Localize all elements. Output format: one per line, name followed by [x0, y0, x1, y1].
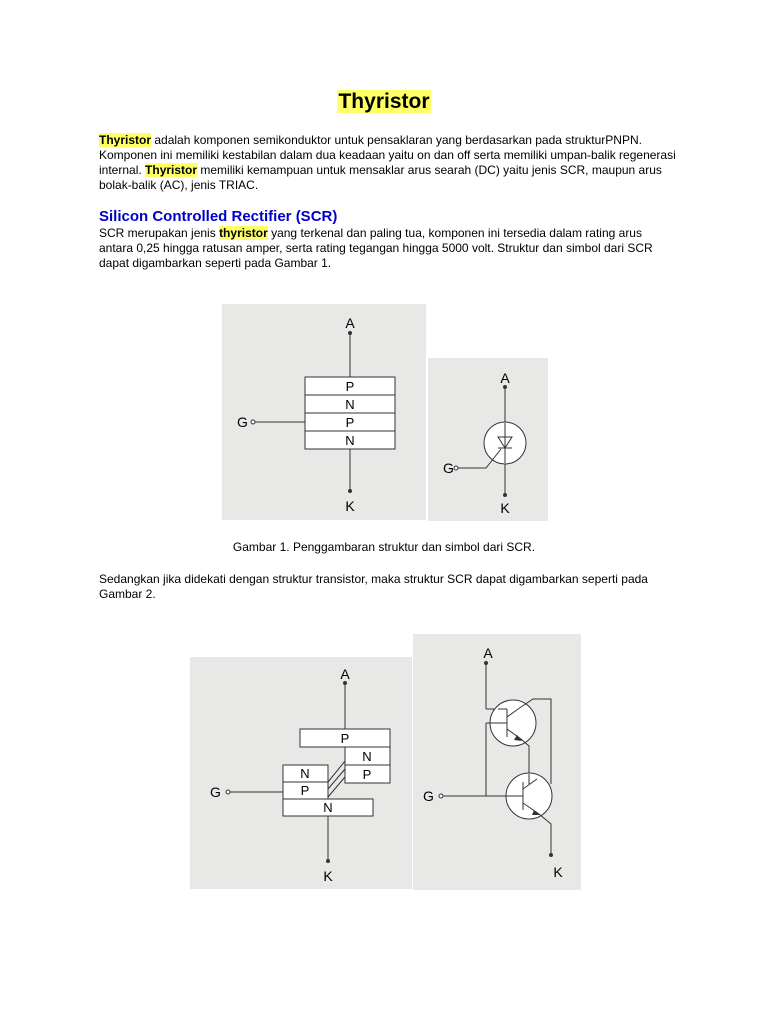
anode-label: A: [345, 315, 355, 331]
fig2-upper-n: N: [362, 749, 372, 764]
scr-text-2: yang terkenal dan paling tua, komponen ini tersedia dalam rating arus antara 0,25 hingga ratusan amper, serta rating tegangan hingga 5000 volt. Struktur dan simbol dari SCR dapat digambarkan seperti pada Gambar 1.: [99, 226, 653, 270]
symbol-anode-label: A: [500, 370, 510, 386]
symbol-cathode-label: K: [500, 500, 510, 516]
intro-text-1: adalah komponen semikonduktor untuk pensaklaran yang berdasarkan pada strukturPNPN. Komponen ini memiliki kestabilan dalam dua keadaan yaitu on dan off serta memiliki umpan-balik regenerasi internal.: [99, 133, 676, 177]
thyristor-highlight: Thyristor: [99, 133, 152, 147]
scr-transistor-equivalent: [413, 634, 581, 890]
scr-symbol-diagram: [428, 358, 548, 521]
page-title: [0, 90, 768, 114]
gate-label: G: [237, 414, 248, 430]
scr-text-1: SCR merupakan jenis: [99, 226, 220, 240]
fig2b-cathode-label: K: [553, 864, 563, 880]
layer-p2: P: [345, 415, 355, 430]
layer-n1: N: [345, 397, 355, 412]
scr-paragraph: [99, 226, 679, 271]
fig2-anode-label: A: [340, 666, 350, 682]
fig2-lower-p: P: [300, 783, 310, 798]
fig2b-gate-label: G: [423, 788, 434, 804]
thyristor-highlight-2: Thyristor: [145, 163, 198, 177]
fig2-bottom-n: N: [323, 800, 333, 815]
scr-two-transistor-structure: [190, 657, 412, 889]
layer-p1: P: [345, 379, 355, 394]
layer-n2: N: [345, 433, 355, 448]
symbol-gate-label: G: [443, 460, 454, 476]
scr-structure-diagram: [222, 304, 426, 520]
fig2-gate-label: G: [210, 784, 221, 800]
intro-paragraph: [99, 133, 679, 193]
intro-text-2: memiliki kemampuan untuk mensaklar arus searah (DC) yaitu jenis SCR, maupun arus bolak-balik (AC), jenis TRIAC.: [99, 163, 662, 192]
fig2-upper-p: P: [362, 767, 372, 782]
fig2-cathode-label: K: [323, 868, 333, 884]
figure1-caption: Gambar 1. Penggambaran struktur dan simbol dari SCR.: [232, 540, 536, 554]
fig2b-anode-label: A: [483, 645, 493, 661]
figure2-transistors: [413, 634, 581, 890]
figure1-structure: [222, 304, 426, 520]
fig2-lower-n: N: [300, 766, 310, 781]
thyristor-highlight-3: thyristor: [219, 226, 268, 240]
section-heading-scr: Silicon Controlled Rectifier (SCR): [99, 208, 338, 225]
fig2-top-p: P: [340, 731, 350, 746]
cathode-label: K: [345, 498, 355, 514]
figure1-symbol: [428, 358, 548, 521]
figure2-structure: [190, 657, 412, 889]
transition-paragraph: Sedangkan jika didekati dengan struktur transistor, maka struktur SCR dapat digambarkan seperti pada Gambar 2.: [99, 572, 648, 601]
title-text: Thyristor: [338, 90, 430, 113]
